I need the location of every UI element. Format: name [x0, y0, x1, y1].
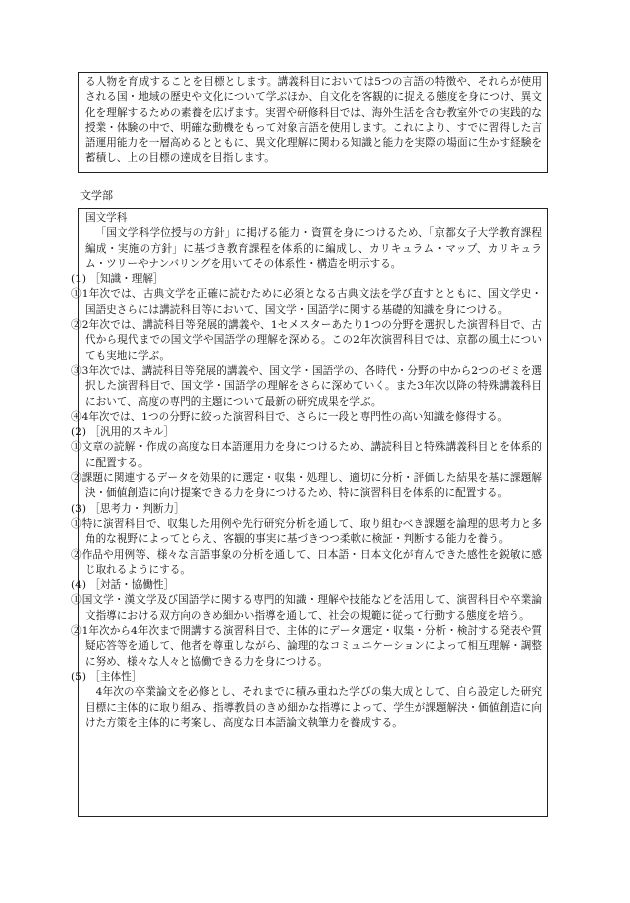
- knowledge-item-3: ③3年次では、講読科目等発展的講義や、国文学・国語学の、各時代・分野の中から2つのゼミを選択した演習科目で、国文学・国語学の理解をさらに深めていく。また3年次以降の特殊講義科目において、高度の専門的主題について最新の研究成果を学ぶ。: [71, 364, 542, 408]
- department-name: 国文学科: [85, 212, 128, 224]
- faculty-label: 文学部: [80, 189, 113, 202]
- section-heading-thinking: (3) ［思考力・判断力］: [71, 502, 185, 515]
- department-policy-box: [71, 208, 548, 817]
- department-intro: 「国文学科学位授与の方針」に掲げる能力・資質を身につけるため、「京都女子大学教育課程編成・実施の方針」に基づき教育課程を体系的に編成し、カリキュラム・マップ、カリキュラム・ツリーやナンバリングを用いてその体系性・構造を明示する。: [85, 227, 542, 270]
- knowledge-item-1: ①1年次では、古典文学を正確に読むために必須となる古典文法を学び直すとともに、国文学史・国語史さらには講読科目等において、国文学・国語学に関する基礎的知識を身につける。: [71, 288, 542, 316]
- section-heading-knowledge: (1) ［知識・理解］: [71, 273, 164, 286]
- thinking-item-2: ②作品や用例等、様々な言語事象の分析を通して、日本語・日本文化が育んできた感性を鋭敏に感じ取れるようにする。: [71, 548, 542, 576]
- section-heading-independence: (5) ［主体性］: [71, 670, 143, 683]
- knowledge-item-2: ②2年次では、講読科目等発展的講義や、1セメスターあたり1つの分野を選択した演習科目で、古代から現代までの国文学や国語学の理解を深める。この2年次演習科目では、京都の風土についても実地に学ぶ。: [71, 319, 542, 362]
- independence-paragraph: 4年次の卒業論文を必修とし、それまでに積み重ねた学びの集大成として、自ら設定した研究目標に主体的に取り組み、指導教員のきめ細かな指導によって、学生が課題解決・価値創造に向けた方策を主体的に考案し、高度な日本語論文執筆力を養成する。: [85, 686, 542, 729]
- thinking-item-1: ①特に演習科目で、収集した用例や先行研究分析を通して、取り組むべき課題を論理的思考力と多角的な視野によってとらえ、客観的事実に基づきつつ柔軟に検証・判断する能力を養う。: [71, 517, 542, 546]
- intro-text-box: [78, 72, 548, 173]
- collaboration-item-1: ①国文学・漢文学及び国語学に関する専門的知識・理解や技能などを活用して、演習科目や卒業論文指導における双方向のきめ細かい指導を通して、社会の規範に従って行動する態度を培う。: [71, 594, 542, 622]
- intro-paragraph: る人物を育成することを目標とします。講義科目においては5つの言語の特徴や、それらが使用される国・地域の歴史や文化について学ぶほか、自文化を客観的に捉える態度を身につけ、異文化を理解するための素養を広げます。実習や研修科目では、海外生活を含む教室外での実践的な授業・体験の中で、明確な動機をもって対象言語を使用します。これにより、すでに習得した言語運用能力を一層高めるとともに、異文化理解に関わる知識と能力を実際の場面に生かす経験を蓄積し、上の目標の達成を目指します。: [85, 76, 542, 165]
- section-heading-collaboration: (4) ［対話・協働性］: [71, 579, 175, 592]
- skills-item-2: ②課題に関連するデータを効果的に選定・収集・処理し、適切に分析・評価した結果を基に課題解決・価値創造に向け提案できる力を身につけるため、特に演習科目を体系的に配置する。: [71, 472, 542, 500]
- collaboration-item-2: ②1年次から4年次まで開講する演習科目で、主体的にデータ選定・収集・分析・検討する発表や質疑応答等を通して、他者を尊重しながら、論理的なコミュニケーションによって相互理解・調整に努め、様々な人々と協働できる力を身につける。: [71, 625, 542, 668]
- skills-item-1: ①文章の読解・作成の高度な日本語運用力を身につけるため、講読科目と特殊講義科目とを体系的に配置する。: [71, 441, 542, 469]
- section-heading-skills: (2) ［汎用的スキル］: [71, 426, 175, 439]
- knowledge-item-4: ④4年次では、1つの分野に絞った演習科目で、さらに一段と専門性の高い知識を修得する。: [71, 410, 509, 423]
